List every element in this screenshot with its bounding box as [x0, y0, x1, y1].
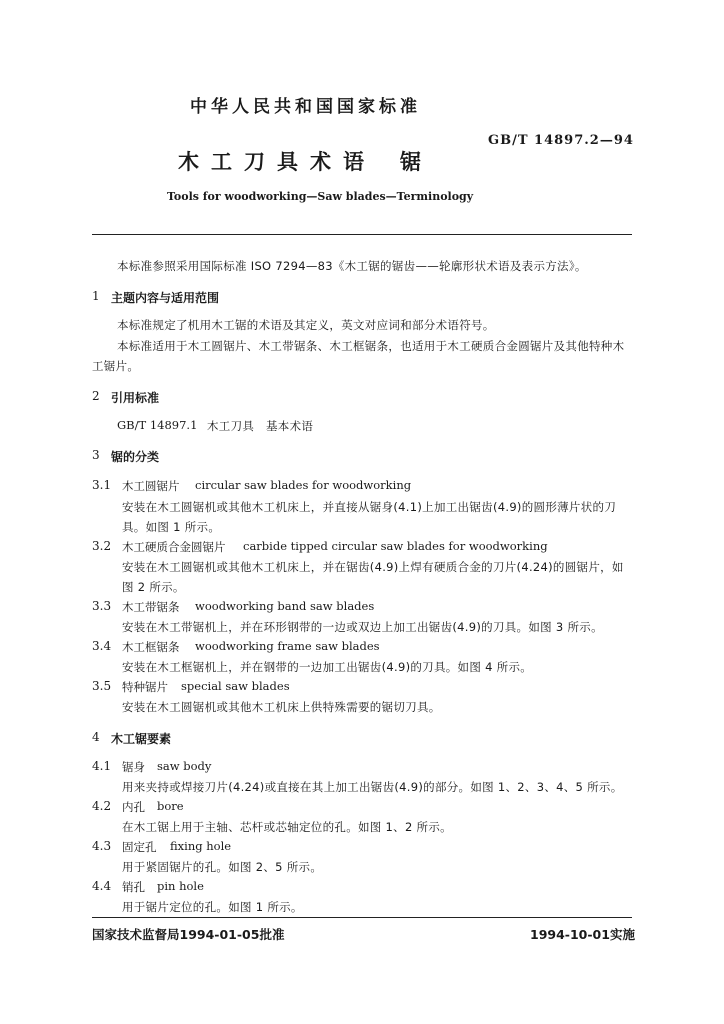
section-4-title: 木工锯要素 [111, 732, 172, 746]
section-2-number: 2 [92, 389, 100, 403]
item-3-5-number: 3.5 [92, 679, 112, 693]
section-4-number: 4 [92, 730, 100, 744]
item-4-4-english: pin hole [157, 879, 204, 893]
item-3-4-number: 3.4 [92, 639, 112, 653]
item-3-1-term: 木工圆锯片 [122, 479, 180, 493]
item-4-2-definition: 在木工锯上用于主轴、芯杆或芯轴定位的孔。如图 1、2 所示。 [122, 820, 452, 834]
section-1-paragraph-1: 本标准规定了机用木工锯的术语及其定义，英文对应词和部分术语符号。 [117, 318, 495, 332]
referenced-standard-code: GB/T 14897.1 [117, 418, 198, 432]
item-4-2-english: bore [157, 799, 184, 813]
item-4-3-term: 固定孔 [122, 840, 157, 854]
item-4-3-number: 4.3 [92, 839, 112, 853]
item-3-1-definition: 安装在木工圆锯机或其他木工机床上，并直接从锯身(4.1)上加工出锯齿(4.9)的圆形薄片状的刀 [122, 500, 617, 514]
item-3-5-term: 特种锯片 [122, 680, 168, 694]
section-1-paragraph-2: 本标准适用于木工圆锯片、木工带锯条、木工框锯条，也适用于木工硬质合金圆锯片及其他特种木 [117, 339, 625, 353]
section-1-paragraph-2-cont: 工锯片。 [92, 359, 140, 373]
item-3-5-definition: 安装在木工圆锯机或其他木工机床上供特殊需要的锯切刀具。 [122, 700, 441, 714]
item-3-1-number: 3.1 [92, 478, 112, 492]
item-4-1-number: 4.1 [92, 759, 112, 773]
referenced-standard-title: 木工刀具 基本术语 [207, 419, 314, 433]
document-title: 木工刀具术语 [178, 150, 376, 174]
section-1-number: 1 [92, 289, 100, 303]
item-3-3-term: 木工带锯条 [122, 600, 180, 614]
item-3-4-english: woodworking frame saw blades [195, 639, 380, 653]
item-4-2-number: 4.2 [92, 799, 112, 813]
intro-paragraph: 本标准参照采用国际标准 ISO 7294—83《木工锯的锯齿——轮廓形状术语及表示方法》。 [117, 259, 587, 273]
item-3-4-term: 木工框锯条 [122, 640, 180, 654]
item-3-2-definition: 安装在木工圆锯机或其他木工机床上，并在锯齿(4.9)上焊有硬质合金的刀片(4.24)的圆锯片，如 [122, 560, 624, 574]
item-3-2-term: 木工硬质合金圆锯片 [122, 540, 226, 554]
item-4-4-number: 4.4 [92, 879, 112, 893]
item-4-1-definition: 用来夹持或焊接刀片(4.24)或直接在其上加工出锯齿(4.9)的部分。如图 1、2、3、4、5 所示。 [122, 780, 623, 794]
item-3-2-english: carbide tipped circular saw blades for woodworking [243, 539, 548, 553]
section-2-title: 引用标准 [111, 391, 160, 405]
item-4-1-english: saw body [157, 759, 212, 773]
item-4-3-english: fixing hole [170, 839, 232, 853]
implementation-date: 1994-10-01实施 [530, 927, 635, 942]
item-3-4-definition: 安装在木工框锯机上，并在钢带的一边加工出锯齿(4.9)的刀具。如图 4 所示。 [122, 660, 533, 674]
section-3-title: 锯的分类 [111, 450, 160, 464]
document-title-suffix: 锯 [400, 150, 421, 174]
item-4-3-definition: 用于紧固锯片的孔。如图 2、5 所示。 [122, 860, 323, 874]
item-3-3-number: 3.3 [92, 599, 112, 613]
item-3-1-definition-cont: 具。如图 1 所示。 [122, 520, 221, 534]
footer-divider [92, 917, 632, 918]
item-4-1-term: 锯身 [122, 760, 145, 774]
section-3-number: 3 [92, 448, 100, 462]
item-4-4-definition: 用于锯片定位的孔。如图 1 所示。 [122, 900, 303, 914]
item-4-2-term: 内孔 [122, 800, 145, 814]
item-3-3-definition: 安装在木工带锯机上，并在环形钢带的一边或双边上加工出锯齿(4.9)的刀具。如图 3 所示。 [122, 620, 603, 634]
item-3-3-english: woodworking band saw blades [195, 599, 375, 613]
approval-date: 国家技术监督局1994-01-05批准 [92, 927, 285, 942]
item-4-4-term: 销孔 [122, 880, 145, 894]
header-divider [92, 234, 632, 235]
national-standard-heading: 中华人民共和国国家标准 [190, 97, 421, 117]
standard-code: GB/T 14897.2—94 [488, 133, 634, 148]
item-3-2-number: 3.2 [92, 539, 112, 553]
section-1-title: 主题内容与适用范围 [111, 291, 220, 305]
document-title-english: Tools for woodworking—Saw blades—Terminology [167, 190, 474, 203]
item-3-5-english: special saw blades [181, 679, 290, 693]
item-3-1-english: circular saw blades for woodworking [195, 478, 412, 492]
item-3-2-definition-cont: 图 2 所示。 [122, 580, 185, 594]
